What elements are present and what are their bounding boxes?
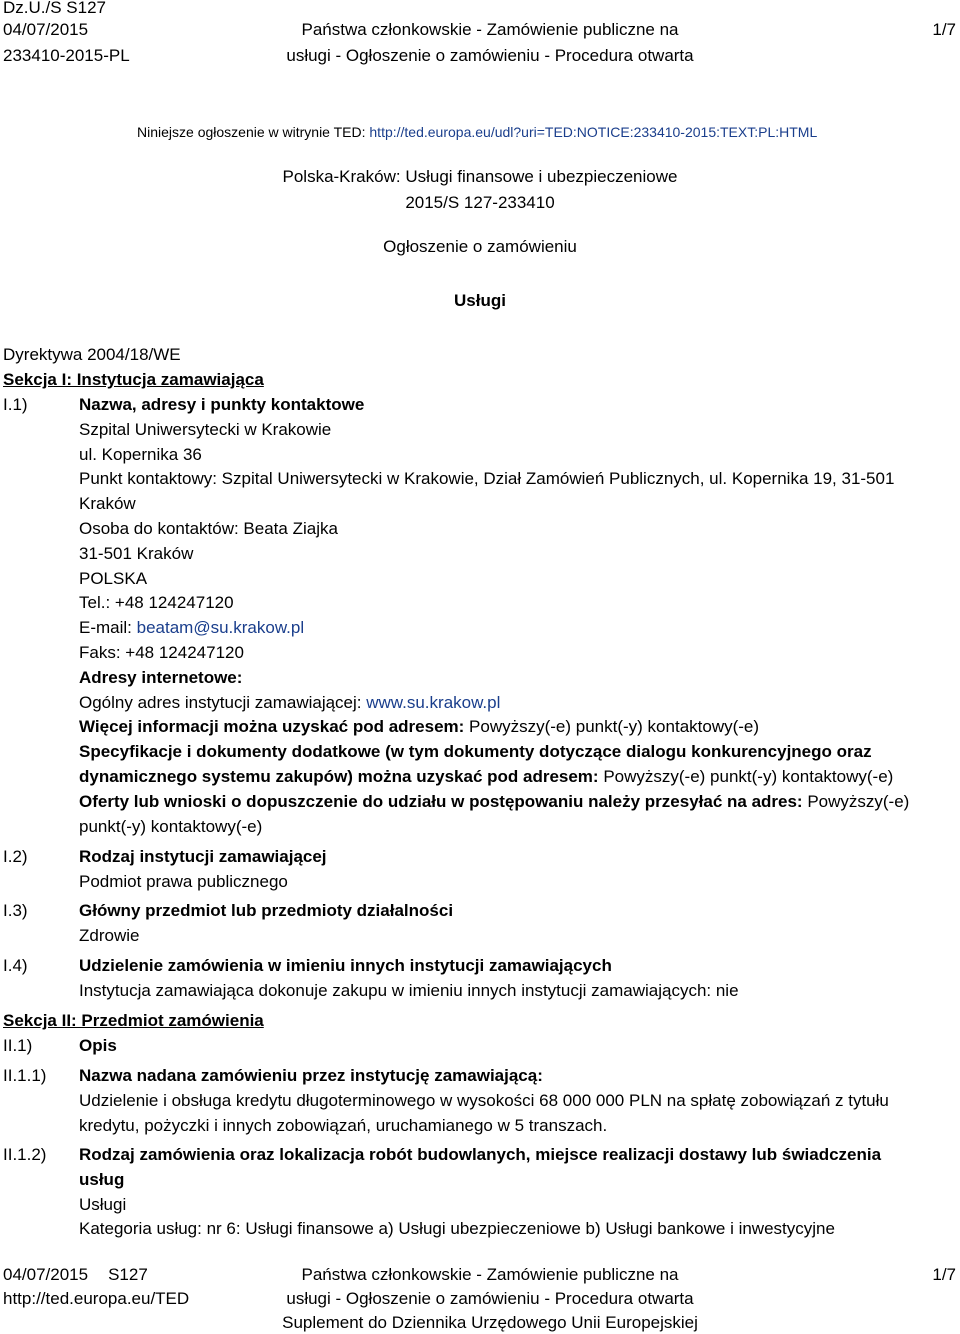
section-ii11 (79, 1064, 954, 1138)
section-ii12 (79, 1143, 954, 1242)
section-i4 (79, 954, 954, 1004)
contact-point-city: Kraków (79, 494, 136, 514)
ted-notice-link[interactable]: http://ted.europa.eu/udl?uri=TED:NOTICE:233410-2015:TEXT:PL:HTML (369, 124, 818, 140)
section-i2-number: I.2) (3, 847, 28, 866)
country: POLSKA (79, 568, 148, 588)
ted-notice-prefix: Niniejsze ogłoszenie w witrynie TED: (137, 124, 370, 140)
email-link[interactable]: beatam@su.krakow.pl (136, 618, 305, 638)
footer-series: S127 (108, 1265, 148, 1284)
notice-title: Polska-Kraków: Usługi finansowe i ubezpieczeniowe (282, 167, 678, 186)
section-i1 (79, 393, 954, 839)
directive: Dyrektywa 2004/18/WE (3, 345, 181, 364)
offers-row (79, 790, 954, 815)
section-i3-value: Zdrowie (79, 925, 140, 945)
fax: Faks: +48 124247120 (79, 642, 244, 662)
more-info-row (79, 715, 954, 740)
contact-point: Punkt kontaktowy: Szpital Uniwersytecki w Krakowie, Dział Zamówień Publicznych, ul. Kopernika 19, 31-501 (79, 469, 895, 489)
email-row (79, 616, 954, 641)
general-address-row (79, 691, 954, 716)
section-ii11-title: Nazwa nadana zamówieniu przez instytucję zamawiającą: (79, 1066, 543, 1085)
section-ii1-title: Opis (79, 1036, 117, 1055)
section-ii11-number: II.1.1) (3, 1066, 47, 1085)
header-date: 04/07/2015 (3, 20, 89, 39)
footer-title-line1: Państwa członkowskie - Zamówienie publiczne na (301, 1265, 679, 1284)
header-title-line2: usługi - Ogłoszenie o zamówieniu - Procedura otwarta (286, 46, 694, 65)
spec-value: Powyższy(-e) punkt(-y) kontaktowy(-e) (603, 766, 894, 786)
more-info-label: Więcej informacji można uzyskać pod adresem: (79, 717, 470, 737)
org-street: ul. Kopernika 36 (79, 444, 202, 464)
notice-category: Usługi (454, 291, 506, 310)
spec-label-line2: dynamicznego systemu zakupów) można uzyskać pod adresem: (79, 766, 604, 786)
internet-addresses-label: Adresy internetowe: (79, 667, 243, 687)
section-i3 (79, 899, 954, 949)
section-ii12-number: II.1.2) (3, 1145, 47, 1164)
section-i3-title: Główny przedmiot lub przedmioty działalności (79, 901, 454, 920)
footer-page-number: 1/7 (932, 1265, 956, 1284)
section-i1-number: I.1) (3, 395, 28, 414)
contract-type: Usługi (79, 1194, 127, 1214)
section-i1-title: Nazwa, adresy i punkty kontaktowe (79, 395, 365, 414)
notice-type: Ogłoszenie o zamówieniu (383, 237, 577, 256)
section-i4-number: I.4) (3, 956, 28, 975)
section-i2-title: Rodzaj instytucji zamawiającej (79, 847, 327, 866)
contract-title-line2: kredytu, pożyczki i innych zobowiązań, uruchamianego w 5 transzach. (79, 1115, 608, 1135)
contact-person: Osoba do kontaktów: Beata Ziajka (79, 518, 338, 538)
more-info-value: Powyższy(-e) punkt(-y) kontaktowy(-e) (469, 717, 760, 737)
section-i4-value: Instytucja zamawiająca dokonuje zakupu w imieniu innych instytucji zamawiających: nie (79, 980, 739, 1000)
section-i4-title: Udzielenie zamówienia w imieniu innych instytucji zamawiających (79, 956, 612, 975)
offers-value-line1: Powyższy(-e) (807, 791, 910, 811)
telephone: Tel.: +48 124247120 (79, 593, 234, 613)
section-ii12-title-line2: usług (79, 1169, 125, 1189)
section-2-heading: Sekcja II: Przedmiot zamówienia (3, 1011, 264, 1030)
offers-value-line2: punkt(-y) kontaktowy(-e) (79, 816, 263, 836)
section-i3-number: I.3) (3, 901, 28, 920)
email-label: E-mail: (79, 618, 137, 638)
header-notice-id: 233410-2015-PL (3, 46, 130, 65)
header-title-line1: Państwa członkowskie - Zamówienie publiczne na (301, 20, 679, 39)
footer-supplement: Suplement do Dziennika Urzędowego Unii Europejskiej (282, 1313, 698, 1332)
general-address-label: Ogólny adres instytucji zamawiającej: (79, 692, 367, 712)
section-i2 (79, 845, 954, 895)
footer-date: 04/07/2015 (3, 1265, 89, 1284)
service-category: Kategoria usług: nr 6: Usługi finansowe a) Usługi ubezpieczeniowe b) Usługi bankowe i inwestycyjne (79, 1219, 835, 1239)
spec-row (79, 765, 954, 790)
postal-code-city: 31-501 Kraków (79, 543, 194, 563)
journal-ref: Dz.U./S S127 (3, 0, 106, 17)
org-name: Szpital Uniwersytecki w Krakowie (79, 419, 332, 439)
general-address-link[interactable]: www.su.krakow.pl (366, 692, 501, 712)
notice-number: 2015/S 127-233410 (405, 193, 555, 212)
ted-notice-line (137, 124, 817, 140)
header-page-number: 1/7 (932, 20, 956, 39)
section-1-heading: Sekcja I: Instytucja zamawiająca (3, 370, 264, 389)
contract-title-line1: Udzielenie i obsługa kredytu długoterminowego w wysokości 68 000 000 PLN na spłatę zobowiązań z tytułu (79, 1090, 889, 1110)
section-ii12-title-line1: Rodzaj zamówienia oraz lokalizacja robót budowlanych, miejsce realizacji dostawy lub świadczenia (79, 1145, 882, 1164)
footer-title-line2: usługi - Ogłoszenie o zamówieniu - Procedura otwarta (286, 1289, 694, 1308)
section-i2-value: Podmiot prawa publicznego (79, 871, 288, 891)
footer-url: http://ted.europa.eu/TED (3, 1289, 190, 1308)
section-ii1-number: II.1) (3, 1036, 33, 1055)
spec-label-line1: Specyfikacje i dokumenty dodatkowe (w tym dokumenty dotyczące dialogu konkurencyjnego oraz (79, 742, 872, 762)
offers-label: Oferty lub wnioski o dopuszczenie do udziału w postępowaniu należy przesyłać na adres: (79, 791, 808, 811)
